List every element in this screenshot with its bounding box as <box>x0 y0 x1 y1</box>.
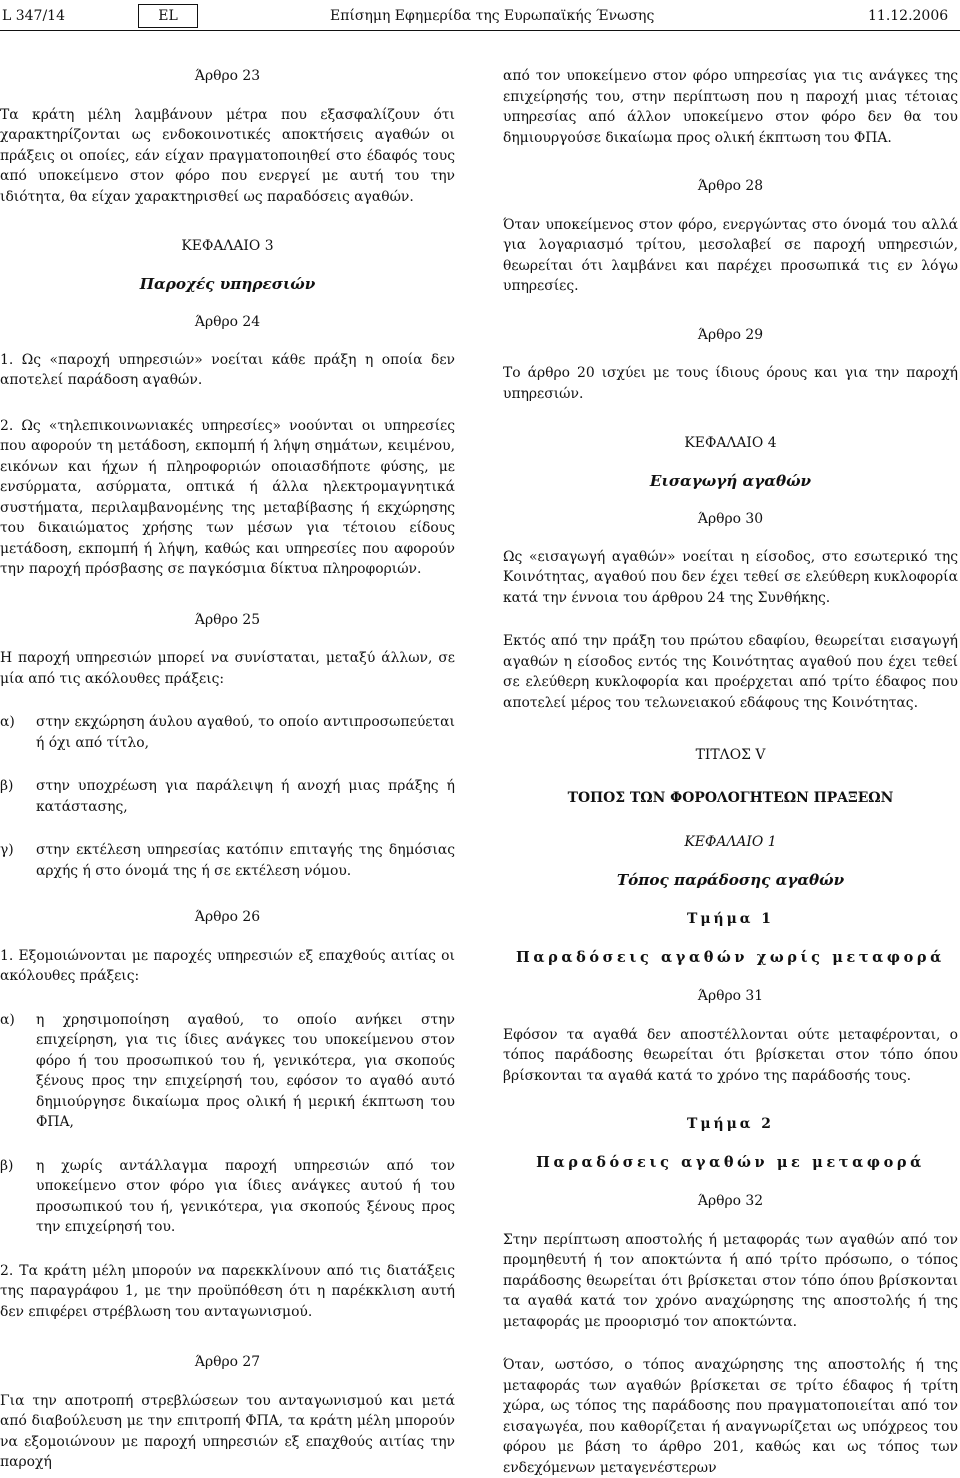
article-30-title: Άρθρο 30 <box>697 511 764 527</box>
article-27-title: Άρθρο 27 <box>194 1354 261 1370</box>
article-24-title: Άρθρο 24 <box>194 314 261 330</box>
chapter-1-label: ΚΕΦΑΛΑΙΟ 1 <box>684 834 777 850</box>
language-code-box: EL <box>138 4 198 28</box>
item-text: στην εκτέλεση υπηρεσίας κατόπιν επιταγής της δημόσιας αρχής ή στο όνομά της ή σε εκτέλεση νόμου. <box>36 842 455 879</box>
item-label: β) <box>0 778 14 794</box>
item-label: β) <box>0 1157 14 1174</box>
chapter-1-title: Τόπος παράδοσης αγαθών <box>616 870 845 889</box>
item-text: στην υποχρέωση για παράλειψη ή ανοχή μιας πράξης ή κατάστασης, <box>36 778 455 815</box>
article-32-paragraph-2: Όταν, ωστόσο, ο τόπος αναχώρησης της αποστολής ή της μεταφοράς των αγαθών βρίσκεται σε τρίτο έδαφος ή τρίτη χώρα, ως τόπος της παράδοσης που πραγματοποιείται από τον εισαγωγέα, που καθορίζεται ή αναγνωρίζεται ως υπόχρεος του φόρου με βάση το άρθρο 201, καθώς και ως τόπος των ενδεχόμενων μεταγενέστερων <box>503 1357 958 1476</box>
article-25-intro: Η παροχή υπηρεσιών μπορεί να συνίσταται, μεταξύ άλλων, σε μία από τις ακόλουθες πράξεις: <box>0 650 455 687</box>
title-5-title: ΤΟΠΟΣ ΤΩΝ ΦΟΡΟΛΟΓΗΤΕΩΝ ΠΡΑΞΕΩΝ <box>567 789 894 806</box>
article-26-item-a <box>0 1010 455 1133</box>
article-23-title: Άρθρο 23 <box>194 68 261 84</box>
item-text: η χωρίς αντάλλαγμα παροχή υπηρεσιών από τον υποκείμενο στον φόρο για ίδιες ανάγκες αυτού ή του προσωπικού του ή, γενικότερα, για σκοπούς ξένους προς την επιχείρησή του. <box>36 1157 455 1235</box>
article-31-title: Άρθρο 31 <box>697 988 764 1004</box>
article-28-title: Άρθρο 28 <box>697 178 764 194</box>
article-30-paragraph-2: Εκτός από την πράξη του πρώτου εδαφίου, θεωρείται εισαγωγή αγαθών η είσοδος εντός της Κοινότητας αγαθού που έχει τεθεί σε ελεύθερη κυκλοφορία και προέρχεται από τρίτο έδαφος που αποτελεί μέρος του τελωνειακού εδάφους της Κοινότητας. <box>503 633 958 711</box>
article-26-item-b <box>0 1156 455 1238</box>
section-1-title: Παραδόσεις αγαθών χωρίς μεταφορά <box>516 948 945 966</box>
page-header <box>2 4 958 28</box>
item-label: γ) <box>0 842 14 858</box>
item-label: α) <box>0 1011 15 1028</box>
section-1-label: Τμήμα 1 <box>687 911 774 927</box>
left-column <box>0 66 455 1473</box>
article-26-paragraph-1: 1. Εξομοιώνονται με παροχές υπηρεσιών εξ επαχθούς αιτίας οι ακόλουθες πράξεις: <box>0 947 455 984</box>
right-column <box>503 66 958 1478</box>
article-31-text: Εφόσον τα αγαθά δεν αποστέλλονται ούτε μεταφέρονται, ο τόπος παράδοσης θεωρείται ότι βρίσκεται στον τόπο όπου βρίσκονται τα αγαθά κατά το χρόνο της παράδοσής τους. <box>503 1026 958 1084</box>
article-27-text: Για την αποτροπή στρεβλώσεων του ανταγωνισμού και μετά από διαβούλευση με την επιτροπή ΦΠΑ, τα κράτη μέλη μπορούν να εξομοιώνουν με παροχή υπηρεσιών εξ επαχθούς αιτίας την παροχή <box>0 1392 455 1470</box>
chapter-4-title: Εισαγωγή αγαθών <box>649 471 812 490</box>
article-26-paragraph-2: 2. Τα κράτη μέλη μπορούν να παρεκκλίνουν από τις διατάξεις της παραγράφου 1, με την προϋπόθεση ότι η παρέκκλιση αυτή δεν επιφέρει στρέβλωση του ανταγωνισμού. <box>0 1262 455 1320</box>
article-28-text: Όταν υποκείμενος στον φόρο, ενεργώντας στο όνομά του αλλά για λογαριασμό τρίτου, μεσολαβεί σε παροχή υπηρεσιών, θεωρείται ότι λαμβάνει και παρέχει προσωπικά τις εν λόγω υπηρεσίες. <box>503 216 958 294</box>
page-reference: L 347/14 <box>2 8 65 24</box>
article-29-title: Άρθρο 29 <box>697 326 764 343</box>
item-label: α) <box>0 714 15 730</box>
article-23-text: Τα κράτη μέλη λαμβάνουν μέτρα που εξασφαλίζουν ότι χαρακτηρίζονται ως ενδοκοινοτικές αποκτήσεις αγαθών οι πράξεις οι οποίες, εάν είχαν πραγματοποιηθεί στο έδαφός τους από υποκείμενο στον φόρο που ενεργεί με αυτή του την ιδιότητα, θα είχαν χαρακτηρισθεί ως παραδόσεις αγαθών. <box>0 106 455 205</box>
section-2-label: Τμήμα 2 <box>687 1116 774 1132</box>
journal-title: Επίσημη Εφημερίδα της Ευρωπαϊκής Ένωσης <box>330 8 655 24</box>
chapter-3-label: ΚΕΦΑΛΑΙΟ 3 <box>181 238 274 254</box>
article-25-item-a <box>0 712 455 753</box>
item-text: στην εκχώρηση άυλου αγαθού, το οποίο αντιπροσωπεύεται ή όχι από τίτλο, <box>36 714 455 751</box>
article-32-paragraph-1: Στην περίπτωση αποστολής ή μεταφοράς των αγαθών από τον προμηθευτή ή τον αποκτώντα ή από τρίτο πρόσωπο, ο τόπος παράδοσης θεωρείται ότι βρίσκεται στον τόπο όπου βρίσκονται τα αγαθά κατά τον χρόνο αναχώρησης της αποστολής ή της μεταφοράς με προορισμό τον αποκτώντα. <box>503 1231 958 1330</box>
article-25-item-b <box>0 776 455 817</box>
title-5-label: ΤΙΤΛΟΣ V <box>695 747 766 763</box>
article-30-paragraph-1: Ως «εισαγωγή αγαθών» νοείται η είσοδος, στο εσωτερικό της Κοινότητας, αγαθού που δεν έχει τεθεί σε ελεύθερη κυκλοφορία κατά την έννοια του άρθρου 24 της Συνθήκης. <box>503 548 958 606</box>
chapter-4-label: ΚΕΦΑΛΑΙΟ 4 <box>684 435 777 451</box>
section-2-title: Παραδόσεις αγαθών με μεταφορά <box>536 1153 925 1171</box>
chapter-3-title: Παροχές υπηρεσιών <box>139 274 316 293</box>
item-text: η χρησιμοποίηση αγαθού, το οποίο ανήκει στην επιχείρηση, για τις ίδιες ανάγκες του υποκείμενου στον φόρο ή του προσωπικού του ή, γενικότερα, για σκοπούς ξένους προς την επιχείρησή του, εφόσον το αγαθό αυτό δημιούργησε δικαίωμα προς ολική ή μερική έκπτωση του ΦΠΑ, <box>36 1011 455 1130</box>
article-26-title: Άρθρο 26 <box>194 909 261 925</box>
article-25-title: Άρθρο 25 <box>194 611 261 628</box>
publication-date: 11.12.2006 <box>868 8 949 24</box>
article-32-title: Άρθρο 32 <box>697 1193 764 1209</box>
article-24-paragraph-2: 2. Ως «τηλεπικοινωνιακές υπηρεσίες» νοούνται οι υπηρεσίες που αφορούν τη μετάδοση, εκπομπή ή λήψη σημάτων, κειμένου, εικόνων και ήχων ή πληροφοριών οποιασδήποτε φύσης, με ενσύρματα, ασύρματα, οπτικά ή άλλα ηλεκτρομαγνητικά συστήματα, περιλαμβανομένης της μεταβίβασης ή εκχώρησης του δικαιώματος χρήσης των μέσων για τέτοιου είδους μετάδοση, εκπομπή ή λήψη, καθώς και υπηρεσίες που αφορούν την παροχή πρόσβασης σε παγκόσμια δίκτυα πληροφοριών. <box>0 417 455 577</box>
article-29-text: Το άρθρο 20 ισχύει με τους ίδιους όρους και για την παροχή υπηρεσιών. <box>503 365 958 402</box>
article-24-paragraph-1: 1. Ως «παροχή υπηρεσιών» νοείται κάθε πράξη η οποία δεν αποτελεί παράδοση αγαθών. <box>0 351 455 388</box>
article-25-item-c <box>0 840 455 881</box>
article-27-continued-text: από τον υποκείμενο στον φόρο υπηρεσίας για τις ανάγκες της επιχείρησής του, στην περίπτωση που η παροχή μιας τέτοιας υπηρεσίας από άλλον υποκείμενο στον φόρο δεν θα του δημιουργούσε δικαίωμα προς ολική έκπτωση του ΦΠΑ. <box>503 68 958 146</box>
header-rule <box>0 30 960 31</box>
